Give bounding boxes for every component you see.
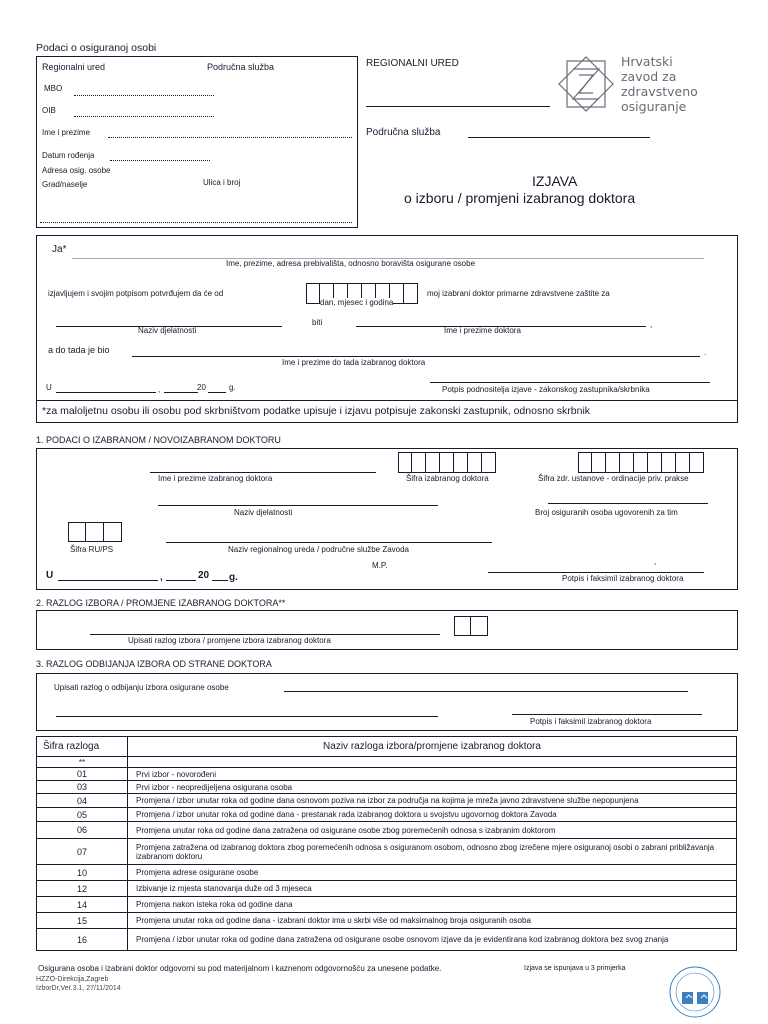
doctor-code-cells[interactable] bbox=[398, 452, 496, 473]
reason-caption: Upisati razlog izbora / promjene izbora izabranog doktora bbox=[128, 636, 331, 645]
institution-code-cells[interactable] bbox=[578, 452, 704, 473]
code-cell: 01 bbox=[37, 768, 128, 781]
place-field[interactable] bbox=[56, 392, 156, 393]
table-row bbox=[37, 808, 737, 822]
s1-place-field[interactable] bbox=[58, 580, 158, 581]
office-name-field[interactable] bbox=[166, 542, 492, 543]
name-cell: Promjena zatražena od izabranog doktora zbog poremećenih odnosa s osiguranom osobom, odnosno zbog izrečene mjere osiguranoj osobi o zabrani približavanja izabranom doktoru bbox=[128, 839, 737, 865]
copies-note: Izjava se ispunjava u 3 primjerka bbox=[524, 965, 626, 972]
logo-line1: Hrvatski bbox=[621, 54, 673, 69]
name-cell: Promjena adrese osigurane osobe bbox=[128, 865, 737, 881]
ru-ps-caption: Šifra RU/PS bbox=[70, 545, 114, 554]
mbo-field[interactable] bbox=[74, 95, 214, 96]
table-row bbox=[37, 865, 737, 881]
name-cell: Promjena / izbor unutar roka od godine dana zatražena od osigurane osobe osnovom izjave da je evidentirana kod izabranog doktora bez svog znanja bbox=[128, 929, 737, 951]
previous-doctor-period: . bbox=[704, 348, 707, 357]
code-cell: 06 bbox=[37, 822, 128, 839]
logo-line4: osiguranje bbox=[621, 99, 687, 114]
address-field[interactable] bbox=[40, 222, 352, 223]
responsibility-note: Osigurana osoba i izabrani doktor odgovorni su pod materijalnom i kaznenom odgovornošću za unesene podatke. bbox=[38, 964, 442, 973]
oib-label: OIB bbox=[42, 106, 56, 115]
code-cell: 10 bbox=[37, 865, 128, 881]
contracted-caption: Broj osiguranih osoba ugovorenih za tim bbox=[535, 508, 678, 517]
reason-code-cells[interactable] bbox=[454, 616, 488, 636]
col-code-header: Šifra razloga bbox=[37, 737, 128, 757]
regional-office-heading: REGIONALNI URED bbox=[366, 58, 459, 69]
refusal-field[interactable] bbox=[284, 691, 688, 692]
doctor-name-field[interactable] bbox=[150, 472, 376, 473]
s1-year-prefix: 20 bbox=[198, 570, 210, 581]
code-cell: 04 bbox=[37, 794, 128, 808]
doctor-name-caption: Ime i prezime izabranog doktora bbox=[158, 474, 273, 483]
name-cell: Promjena / izbor unutar roka od godine dana osnovom poziva na izbor za područja na kojima je mreža javno zdravstvene službe nepopunjena bbox=[128, 794, 737, 808]
section3-heading: 3. RAZLOG ODBIJANJA IZBORA OD STRANE DOKTORA bbox=[36, 659, 272, 669]
logo-line3: zdravstveno bbox=[621, 84, 698, 99]
s1-year-field[interactable] bbox=[212, 580, 228, 581]
contracted-field[interactable] bbox=[548, 503, 708, 504]
s1-signature-caption: Potpis i faksimil izabranog doktora bbox=[562, 574, 684, 583]
oib-field[interactable] bbox=[74, 116, 214, 117]
table-row bbox=[37, 897, 737, 913]
stamp-label: M.P. bbox=[372, 561, 388, 570]
code-cell: 05 bbox=[37, 808, 128, 822]
dosad-text: a do tada je bio bbox=[48, 345, 110, 355]
table-row bbox=[37, 768, 737, 781]
table-row bbox=[37, 929, 737, 951]
title-sub: o izboru / promjeni izabranog doktora bbox=[404, 190, 636, 206]
s1-date-comma: , bbox=[160, 572, 163, 583]
code-cell: 16 bbox=[37, 929, 128, 951]
branch-label: Područna služba bbox=[207, 62, 275, 72]
s1-place-label: U bbox=[46, 570, 54, 581]
title-main: IZJAVA bbox=[532, 173, 578, 189]
name-cell: Izbivanje iz mjesta stanovanja duže od 3 mjeseca bbox=[128, 881, 737, 897]
ja-label: Ja* bbox=[52, 244, 67, 255]
s1-activity-field[interactable] bbox=[158, 505, 438, 506]
table-row bbox=[37, 781, 737, 794]
branch-heading: Područna služba bbox=[366, 127, 441, 138]
name-cell: Promjena / izbor unutar roka od godine dana - prestanak rada izabranog doktora u svojstvu ugovornog doktora Zavoda bbox=[128, 808, 737, 822]
s3-signature-field[interactable] bbox=[512, 714, 702, 715]
code-cell: 07 bbox=[37, 839, 128, 865]
stars-cell: ** bbox=[37, 757, 128, 768]
reason-codes-table bbox=[36, 736, 737, 951]
moj-doktor-text: moj izabrani doktor primarne zdravstvene zaštite za bbox=[427, 289, 610, 298]
year-prefix: 20 bbox=[197, 383, 206, 392]
declaration-divider bbox=[36, 400, 738, 401]
refusal-prompt: Upisati razlog o odbijanju izbora osigurane osobe bbox=[54, 683, 229, 692]
place-comma: , bbox=[158, 385, 161, 394]
date-caption: dan, mjesec i godina bbox=[320, 298, 394, 307]
section1-heading: 1. PODACI O IZABRANOM / NOVOIZABRANOM DOKTORU bbox=[36, 435, 281, 445]
s1-activity-caption: Naziv djelatnosti bbox=[234, 508, 293, 517]
insured-box bbox=[36, 56, 358, 228]
declarant-signature-field[interactable] bbox=[430, 382, 710, 383]
guardian-footnote: *za maloljetnu osobu ili osobu pod skrbništvom podatke upisuje i izjavu potpisuje zakonski zastupnik, odnosno skrbnik bbox=[42, 405, 591, 417]
regional-office-field[interactable] bbox=[366, 106, 550, 107]
s1-signature-field[interactable] bbox=[488, 572, 704, 573]
place-label: U bbox=[46, 383, 52, 392]
biti-text: biti bbox=[312, 318, 323, 327]
stars-blank bbox=[128, 757, 737, 768]
year-suffix: g. bbox=[229, 383, 236, 392]
name-field[interactable] bbox=[108, 137, 352, 138]
mbo-label: MBO bbox=[44, 84, 63, 93]
institution-code-caption: Šifra zdr. ustanove - ordinacije priv. prakse bbox=[538, 474, 689, 483]
code-cell: 03 bbox=[37, 781, 128, 794]
branch-field[interactable] bbox=[468, 137, 650, 138]
s3-signature-caption: Potpis i faksimil izabranog doktora bbox=[530, 717, 652, 726]
s1-date-field[interactable] bbox=[166, 580, 196, 581]
s1-year-suffix: g. bbox=[229, 572, 238, 583]
office-name-caption: Naziv regionalnog ureda / područne službe Zavoda bbox=[228, 545, 410, 554]
table-row bbox=[37, 794, 737, 808]
doctor-code-caption: Šifra izabranog doktora bbox=[406, 474, 489, 483]
previous-doctor-caption: Ime i prezime do tada izabranog doktora bbox=[282, 358, 426, 367]
city-label: Grad/naselje bbox=[42, 180, 88, 189]
certification-seal-icon bbox=[664, 962, 726, 1018]
declarant-caption: Ime, prezime, adresa prebivališta, odnosno boravišta osigurane osobe bbox=[226, 259, 476, 268]
decl-date-field[interactable] bbox=[164, 392, 198, 393]
table-row bbox=[37, 913, 737, 929]
previous-doctor-field[interactable] bbox=[132, 356, 700, 357]
hzzo-logo-icon bbox=[557, 55, 615, 113]
code-cell: 12 bbox=[37, 881, 128, 897]
name-cell: Promjena unutar roka od godine dana zatražena od osigurane osobe zbog poremećenih odnosa s izabranim doktorom bbox=[128, 822, 737, 839]
doctor-caption: Ime i prezime doktora bbox=[444, 326, 521, 335]
izjavljujem-text: izjavljujem i svojim potpisom potvrđujem da će od bbox=[48, 289, 224, 298]
table-row bbox=[37, 839, 737, 865]
dob-field[interactable] bbox=[110, 160, 210, 161]
version-label: IzborDr,Ver.3.1, 27/11/2014 bbox=[36, 985, 121, 992]
dob-label: Datum rođenja bbox=[42, 151, 95, 160]
street-label: Ulica i broj bbox=[203, 178, 241, 187]
regional-office-label: Regionalni ured bbox=[42, 62, 106, 72]
code-cell: 15 bbox=[37, 913, 128, 929]
declarant-signature-caption: Potpis podnositelja izjave - zakonskog zastupnika/skrbnika bbox=[442, 385, 650, 394]
code-cell: 14 bbox=[37, 897, 128, 913]
year-field[interactable] bbox=[208, 392, 226, 393]
name-label: Ime i prezime bbox=[42, 128, 91, 137]
refusal-field-2[interactable] bbox=[56, 716, 438, 717]
name-cell: Prvi izbor - novorođeni bbox=[128, 768, 737, 781]
activity-caption: Naziv djelatnosti bbox=[138, 326, 197, 335]
s1-comma: , bbox=[654, 557, 657, 566]
insured-heading: Podaci o osiguranoj osobi bbox=[36, 42, 157, 54]
table-row bbox=[37, 822, 737, 839]
reason-field[interactable] bbox=[90, 634, 440, 635]
logo-line2: zavod za bbox=[621, 69, 677, 84]
name-cell: Promjena nakon isteka roka od godine dana bbox=[128, 897, 737, 913]
name-cell: Prvi izbor - neopredijeljena osigurana osoba bbox=[128, 781, 737, 794]
col-name-header: Naziv razloga izbora/promjene izabranog doktora bbox=[128, 737, 737, 757]
org-label: HZZO-Direkcija,Zagreb bbox=[36, 976, 109, 983]
ru-ps-cells[interactable] bbox=[68, 522, 122, 542]
doctor-comma: , bbox=[650, 320, 653, 329]
name-cell: Promjena unutar roka od godine dana - izabrani doktor ima u skrbi više od maksimalnog broja osiguranih osoba bbox=[128, 913, 737, 929]
table-row bbox=[37, 881, 737, 897]
section2-heading: 2. RAZLOG IZBORA / PROMJENE IZABRANOG DOKTORA** bbox=[36, 598, 286, 608]
address-label: Adresa osig. osobe bbox=[42, 166, 111, 175]
